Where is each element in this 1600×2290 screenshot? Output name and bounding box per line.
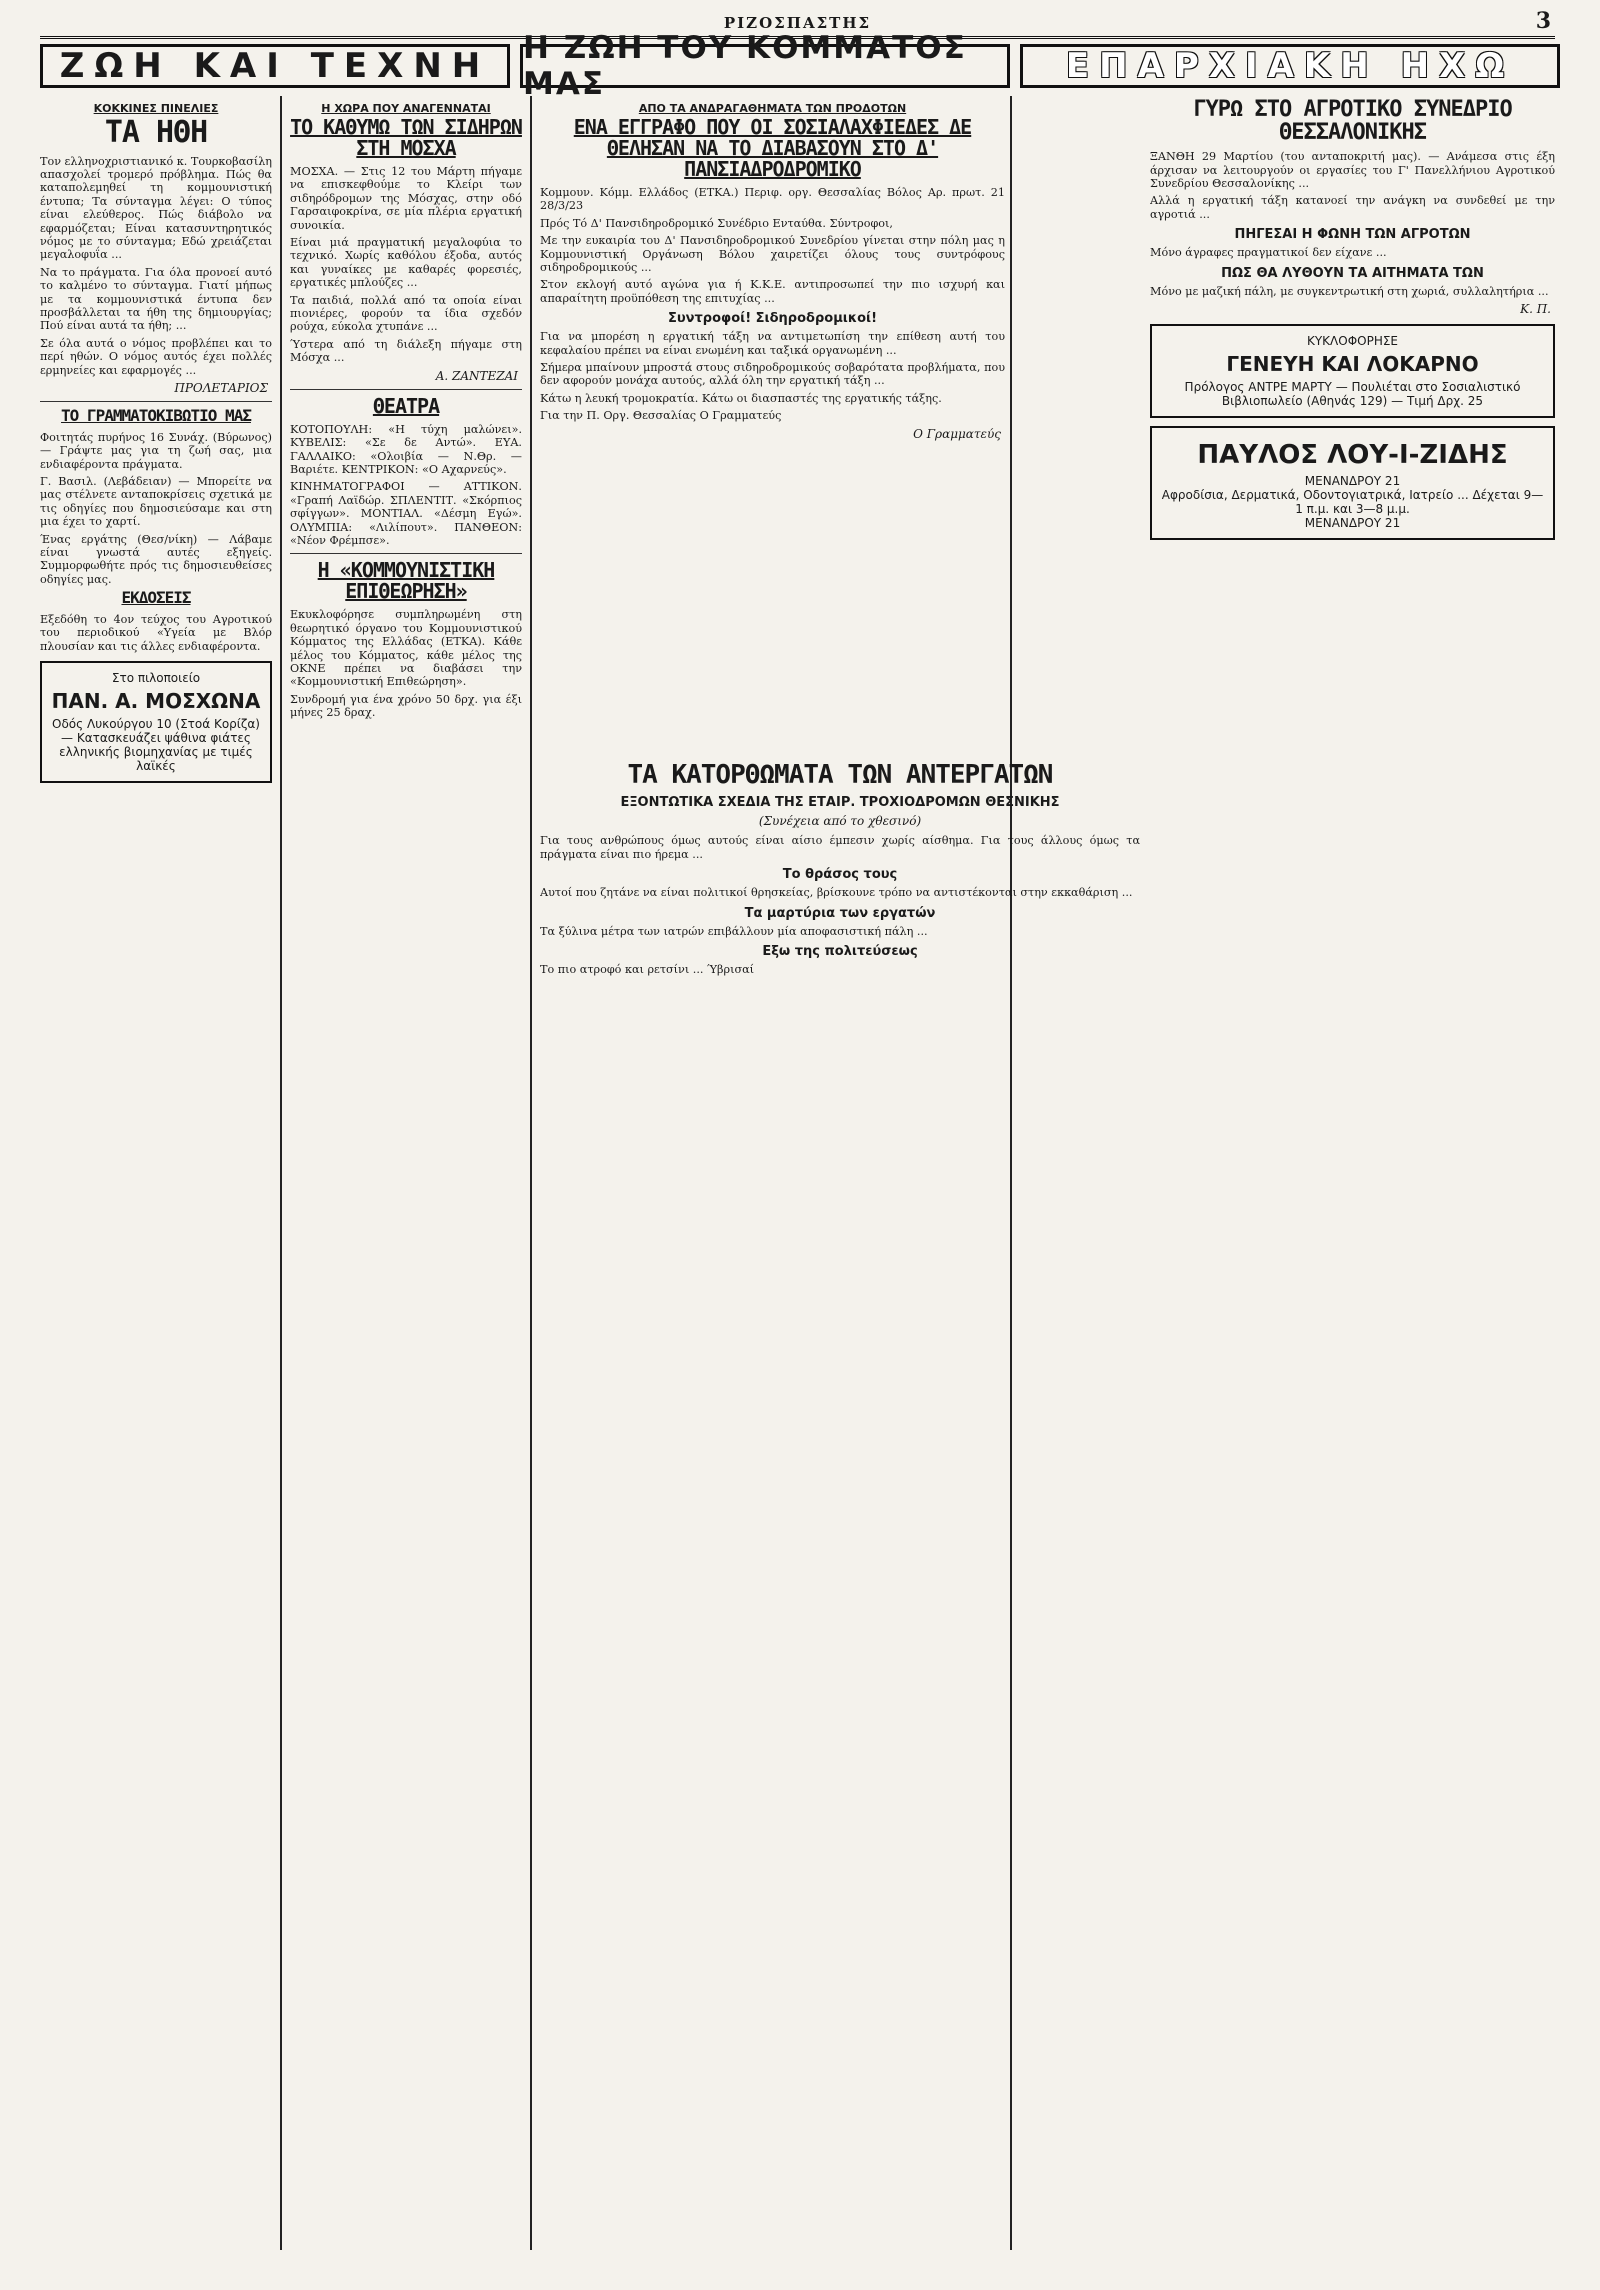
- paragraph: Μόνο άγραφες πραγματικοί δεν είχανε ...: [1150, 246, 1387, 260]
- paragraph: Ένας εργάτης (Θεσ/νίκη) — Λάβαμε είναι γνωστά αυτές εξηγείς. Συμμορφωθήτε πρός τις δημοσιευθείσες οδηγίες μας.: [40, 532, 272, 586]
- subheading: Συντροφοί! Σιδηροδρομικοί!: [668, 311, 877, 327]
- kicker: Η ΧΩΡΑ ΠΟΥ ΑΝΑΓΕΝΝΑΤΑΙ: [321, 102, 491, 115]
- page-number: 3: [1535, 8, 1551, 34]
- paragraph: Για τους ανθρώπους όμως αυτούς είναι αίσιο έμπεσιν χωρίς αίσθημα. Για τους άλλους όμως τα πράγματα είναι πιο ήρεμα ...: [540, 834, 1140, 861]
- ad-title: ΓΕΝΕΥΗ ΚΑΙ ΛΟΚΑΡΝΟ: [1226, 352, 1479, 377]
- paragraph: Το πιο ατροφό και ρετσίνι ... Ύβρισαί: [540, 962, 755, 976]
- kicker: ΚΟΚΚΙΝΕΣ ΠΙΝΕΛΙΕΣ: [93, 102, 219, 115]
- signature: ΠΡΟΛΕΤΑΡΙΟΣ: [174, 381, 268, 395]
- divider: [290, 389, 522, 390]
- divider: [40, 401, 272, 402]
- paragraph: Για την Π. Οργ. Θεσσαλίας Ο Γραμματεύς: [540, 409, 782, 423]
- subheading: ΠΗΓΕΣΑΙ Η ΦΩΝΗ ΤΩΝ ΑΓΡΟΤΩΝ: [1234, 227, 1471, 243]
- paragraph: Κάτω η λευκή τρομοκρατία. Κάτω οι διασπαστές της εργατικής τάξης.: [540, 391, 942, 405]
- ad-line: Αφροδίσια, Δερματικά, Οδοντογιατρικά, Ιατρείο ... Δέχεται 9—1 π.μ. και 3—8 μ.μ.: [1161, 488, 1544, 517]
- ad-line: ΜΕΝΑΝΔΡΟΥ 21: [1304, 474, 1401, 489]
- paragraph: Είναι μιά πραγματική μεγαλοφύια το τεχνικό. Χωρίς καθόλου έξοδα, αυτός και γυναίκες με καθαρές φορεσιές, εργατικές μπλούζες ...: [290, 236, 522, 290]
- ad-title: ΠΑΝ. Α. ΜΟΣΧΩΝΑ: [51, 689, 261, 714]
- paragraph: Γ. Βασιλ. (Λεβάδειαν) — Μπορείτε να μας στέλνετε ανταποκρίσεις σχετικά με τις οδηγίες που δημοσιεύσαμε και στη μια έχει το χαρτί.: [40, 475, 272, 529]
- continued-note: (Συνέχεια από το χθεσινό): [758, 814, 922, 829]
- subheading: ΕΞΟΝΤΩΤΙΚΑ ΣΧΕΔΙΑ ΤΗΣ ΕΤΑΙΡ. ΤΡΟΧΙΟΔΡΟΜΩΝ ΘΕΣΝΙΚΗΣ: [620, 795, 1060, 811]
- ad-line: ΚΥΚΛΟΦΟΡΗΣΕ: [1306, 334, 1399, 349]
- column-rule: [280, 96, 282, 2250]
- headline: ΕΝΑ ΕΓΓΡΑΦΟ ΠΟΥ ΟΙ ΣΟΣΙΑΛΑΧΦΙΕΔΕΣ ΔΕ ΘΕΛΗΣΑΝ ΝΑ ΤΟ ΔΙΑΒΑΣΟΥΝ ΣΤΟ Δ' ΠΑΝΣΙΑΔΡΟΔΡΟΜΙΚΟ: [573, 115, 972, 181]
- paragraph: Με την ευκαιρία του Δ' Πανσιδηροδρομικού Συνεδρίου γίνεται στην πόλη μας η Κομμουνιστική Οργάνωση Βόλου χαιρετίζει όλους τους συντρόφους σιδηροδρομικούς ...: [540, 234, 1005, 275]
- paragraph: Φοιτητάς πυρήνος 16 Συνάχ. (Βύρωνος) — Γράψτε μας για τη ζωή σας, μια ενδιαφέροντα πράγματα.: [40, 430, 272, 471]
- signature: Α. ΖΑΝΤΕΖΑΙ: [435, 368, 518, 383]
- paragraph: ΞΑΝΘΗ 29 Μαρτίου (του ανταποκριτή μας). — Ανάμεσα στις έξη άρχισαν να λειτουργούν οι εργασίες του Γ' Πανελλήνιου Αγροτικού Συνεδρίου Θεσσαλονίκης ...: [1150, 150, 1555, 190]
- advertisement: [1150, 324, 1555, 418]
- section-heading: Η «ΚΟΜΜΟΥΝΙΣΤΙΚΗ ΕΠΙΘΕΩΡΗΣΗ»: [317, 558, 495, 604]
- ad-line: Πρόλογος ΑΝΤΡΕ ΜΑΡΤΥ — Πουλιέται στο Σοσιαλιστικό Βιβλιοπωλείο (Αθηνάς 129) — Τιμή Δρχ. 25: [1184, 380, 1521, 409]
- headline: ΤΑ ΗΘΗ: [104, 115, 208, 150]
- paragraph: Αλλά η εργατική τάξη κατανοεί την ανάγκη να συνδεθεί με την αγροτιά ...: [1150, 194, 1555, 221]
- subheading: Το θράσος τους: [782, 867, 898, 883]
- column-4: [1150, 96, 1555, 2266]
- paragraph: Συνδρομή για ένα χρόνο 50 δρχ. για έξι μήνες 25 δραχ.: [290, 692, 522, 720]
- column-1: [40, 96, 272, 2266]
- advertisement: [40, 661, 272, 783]
- paragraph: Σε όλα αυτά ο νόμος προβλέπει και το περί ηθών. Ο νόμος αυτός έχει πολλές ερμηνείες και εφαρμογές ...: [40, 336, 272, 377]
- signature: Κ. Π.: [1520, 302, 1551, 317]
- paragraph: Εξεδόθη το 4ον τεύχος του Αγροτικού του περιοδικού «Υγεία με Βλόρ πλουσίαν και τις άλλες ενδιαφέροντα.: [40, 613, 272, 653]
- paragraph: ΜΟΣΧΑ. — Στις 12 του Μάρτη πήγαμε να επισκεφθούμε το Κλείρι των σιδηρόδρομων της Μόσχας, στην οδό Γαρσαιφοκρίνα, σε μία πλέρια εργατική συνοικία.: [290, 165, 522, 232]
- divider: [290, 553, 522, 554]
- paragraph: Στον εκλογή αυτό αγώνα για ή Κ.Κ.Ε. αντιπροσωπεί την πιο ισχυρή και απαραίτητη προϋπόθεση της επιτυχίας ...: [540, 278, 1005, 305]
- kicker: ΑΠΟ ΤΑ ΑΝΔΡΑΓΑΘΗΜΑΤΑ ΤΩΝ ΠΡΟΔΟΤΩΝ: [638, 102, 907, 115]
- ad-title: ΠΑΥΛΟΣ ΛΟΥ-Ι-ΖΙΔΗΣ: [1197, 440, 1508, 471]
- paragraph: Κομμουν. Κόμμ. Ελλάδος (ΕΤΚΑ.) Περιφ. οργ. Θεσσαλίας Βόλος Αρ. πρωτ. 21 28/3/23: [540, 186, 1005, 213]
- column-rule: [530, 96, 532, 2250]
- advertisement: [1150, 426, 1555, 540]
- paragraph: Εκυκλοφόρησε συμπληρωμένη στη θεωρητικό όργανο του Κομμουνιστικού Κόμματος της Ελλάδας (ΕΤΚΑ). Κάθε μέλος του Κόμματος, κάθε μέλος της ΟΚΝΕ πρέπει να διαβάσει την «Κομμουνιστική Επιθεώρηση».: [290, 608, 522, 689]
- section-banner-arts: ΖΩΗ ΚΑΙ ΤΕΧΝΗ: [40, 44, 510, 88]
- subheading: Τα μαρτύρια των εργατών: [744, 905, 936, 921]
- paragraph: Να το πράγματα. Για όλα προνοεί αυτό το καλμένο το σύνταγμα. Γιατί μήπως με τα κομμουνιστικά έντυπα δεν προσβάλλεται τα ήθη της δημιουργίας; Πού είναι αυτά τα ήθη; ...: [40, 265, 272, 333]
- section-heading: ΕΚΔΟΣΕΙΣ: [121, 588, 191, 608]
- ad-line: Στο πιλοποιείο: [111, 671, 201, 686]
- paragraph: Τα ξύλινα μέτρα των ιατρών επιβάλλουν μία αποφασιστική πάλη ...: [540, 924, 928, 938]
- paragraph: Σήμερα μπαίνουν μπροστά στους σιδηροδρομικούς σοβαρότατα προβλήματα, που δεν αφορούν μονάχα αυτούς, αλλά όλη την εργατική τάξη ...: [540, 361, 1005, 388]
- section-heading: ΘΕΑΤΡΑ: [372, 393, 440, 418]
- headline: ΤΟ ΚΑΘΥΜΩ ΤΩΝ ΣΙΔΗΡΩΝ ΣΤΗ ΜΟΣΧΑ: [290, 115, 522, 160]
- paragraph: ΚΟΤΟΠΟΥΛΗ: «Η τύχη μαλώνει». ΚΥΒΕΛΙΣ: «Σε δε Αντώ». ΕΥΑ. ΓΑΛΛΑΙΚΟ: «Ολοιβία — Ν.Θρ. — Βαριέτε. ΚΕΝΤΡΙΚΟΝ: «Ο Αχαρνεύς».: [290, 422, 522, 476]
- ad-line: Οδός Λυκούργου 10 (Στοά Κορίζα) — Κατασκευάζει ψάθινα φιάτες ελληνικής βιομηχανίας με τιμές λαϊκές: [52, 717, 260, 774]
- subheading: ΠΩΣ ΘΑ ΛΥΘΟΥΝ ΤΑ ΑΙΤΗΜΑΤΑ ΤΩΝ: [1221, 265, 1484, 281]
- column-3: [540, 96, 1005, 750]
- ad-line: ΜΕΝΑΝΔΡΟΥ 21: [1304, 516, 1401, 531]
- paragraph: Τα παιδιά, πολλά από τα οποία είναι πιονιέρες, φορούν τα ίδια σχεδόν ρούχα, εύκολα χτυπάνε ...: [290, 293, 522, 334]
- section-banner-province: ΕΠΑΡΧΙΑΚΗ ΗΧΩ: [1020, 44, 1560, 88]
- feature-article: [540, 760, 1140, 2266]
- headline: ΓΥΡΩ ΣΤΟ ΑΓΡΟΤΙΚΟ ΣΥΝΕΔΡΙΟ ΘΕΣΣΑΛΟΝΙΚΗΣ: [1193, 97, 1512, 146]
- section-banner-party: Η ΖΩΗ ΤΟΥ ΚΟΜΜΑΤΟΣ ΜΑΣ: [520, 44, 1010, 88]
- paragraph: Ύστερα από τη διάλεξη πήγαμε στη Μόσχα ...: [290, 337, 522, 365]
- paragraph: Πρός Τό Δ' Πανσιδηροδρομικό Συνέδριο Ενταύθα. Σύντροφοι,: [540, 216, 893, 230]
- paragraph: Μόνο με μαζική πάλη, με συγκεντρωτική στη χωριά, συλλαλητήρια ...: [1150, 284, 1549, 298]
- subheading: Εξω της πολιτεύσεως: [762, 943, 918, 959]
- signature: Ο Γραμματεύς: [913, 426, 1001, 441]
- paragraph: Για να μπορέση η εργατική τάξη να αντιμετωπίση την επίθεση αυτή του κεφαλαίου πρέπει να είναι ενωμένη και ταξικά οργανωμένη ...: [540, 330, 1005, 357]
- paragraph: Τον ελληνοχριστιανικό κ. Τουρκοβασίλη απασχολεί τρομερό πρόβλημα. Πώς θα καταπολεμηθεί τη κομμουνιστική έντυπα; Τα σύνταγμα λέγει: Ο τύπος είναι ελεύθερος. Πώς διάβολο να εφαρμόζεται; Είναι κατασυντηρητικός νόμος με το σύνταγμα; Εδώ χρειάζεται μεγαλοφυΐα ...: [40, 154, 272, 262]
- paper-name: ΡΙΖΟΣΠΑΣΤΗΣ: [723, 14, 872, 32]
- headline: ΤΑ ΚΑΤΟΡΘΩΜΑΤΑ ΤΩΝ ΑΝΤΕΡΓΑΤΩΝ: [627, 760, 1053, 790]
- column-2: [290, 96, 522, 2266]
- section-heading: ΤΟ ΓΡΑΜΜΑΤΟΚΙΒΩΤΙΟ ΜΑΣ: [61, 406, 251, 425]
- paragraph: Αυτοί που ζητάνε να είναι πολιτικοί θρησκείας, βρίσκουνε τρόπο να αντιστέκονται στην εκκαθάριση ...: [540, 886, 1133, 900]
- paragraph: ΚΙΝΗΜΑΤΟΓΡΑΦΟΙ — ΑΤΤΙΚΟΝ. «Γραπή Λαϊδώρ. ΣΠΛΕΝΤΙΤ. «Σκόρπιος σφίγγων». ΜΟΝΤΙΑΛ. «Δέσμη Εγώ». ΟΛΥΜΠΙΑ: «Λιλίπουτ». ΠΑΝΘΕΟΝ: «Νέον Φρέμπσε».: [290, 480, 522, 547]
